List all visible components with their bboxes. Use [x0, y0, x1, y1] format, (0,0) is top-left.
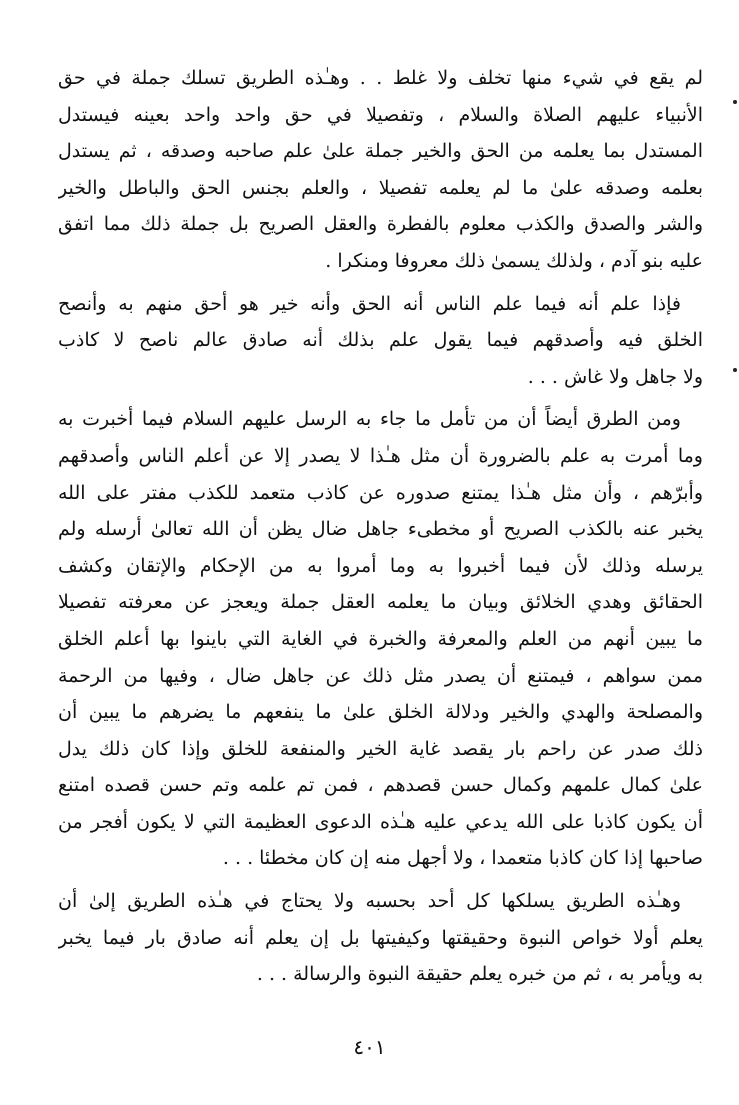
text-line: وما أمرت به علم بالضرورة أن مثل هـٰذا لا يصدر إلا عن أعلم الناس وأصدقهم: [58, 444, 703, 467]
text-line: الأنبياء عليهم الصلاة والسلام ، وتفصيلا في حق واحد واحد بعينه فيستدل: [58, 103, 703, 126]
text-line: ومن الطرق أيضاً أن من تأمل ما جاء به الرسل عليهم السلام فيما أخبرت به: [58, 408, 681, 431]
text-line: ممن سواهم ، فيمتنع أن يصدر مثل ذلك عن جاهل ضال ، وفيها من الرحمة: [58, 664, 703, 687]
text-line: وهـٰذه الطريق يسلكها كل أحد بحسبه ولا يحتاج في هـٰذه الطريق إلىٰ أن: [58, 890, 681, 913]
text-line: المستدل بما يعلمه من الحق والخير جملة علىٰ علم صاحبه وصدقه ، ثم يستدل: [58, 140, 703, 163]
text-line: يخبر عنه بالكذب الصريح أو مخطىء جاهل ضال يظن أن الله تعالىٰ أرسله ولم: [58, 518, 703, 541]
text-line: وأبرّهم ، وأن مثل هـٰذا يمتنع صدوره عن كاذب متعمد للكذب مفتر على الله: [58, 481, 703, 504]
text-line: والشر والصدق والكذب معلوم بالفطرة والعقل الصريح بل جملة ذلك مما اتفق: [58, 213, 703, 236]
text-line: صاحبها إذا كان كاذبا متعمدا ، ولا أجهل منه إن كان مخطئا . . .: [222, 847, 703, 870]
paragraph-2: [58, 286, 703, 396]
text-line: الحقائق وهدي الخلائق وبيان ما يعلمه العقل جملة ويعجز عن معرفته تفصيلا: [58, 591, 703, 614]
text-line: ولا جاهل ولا غاش . . .: [527, 365, 703, 388]
text-line: ما يبين أنهم من العلم والمعرفة والخبرة في الغاية التي باينوا بها أعلم الخلق: [58, 627, 703, 650]
text-line: به ويأمر به ، ثم من خبره يعلم حقيقة النبوة والرسالة . . .: [256, 963, 703, 986]
text-line: الخلق فيه وأصدقهم فيما يقول علم بذلك أنه صادق عالم ناصح لا كاذب: [58, 329, 703, 352]
paragraph-4: [58, 883, 703, 993]
margin-dot: [733, 368, 737, 372]
text-line: فإذا علم أنه فيما علم الناس أنه الحق وأنه خير هو أحق منهم به وأنصح: [58, 292, 681, 315]
text-line: يعلم أولا خواص النبوة وحقيقتها وكيفيتها بل إن يعلم أنه صادق بار فيما يخبر: [58, 926, 703, 949]
text-line: أن يكون كاذبا على الله يدعي عليه هـٰذه الدعوى العظيمة التي لا يكون أفجر من: [58, 810, 703, 833]
margin-dot: [733, 100, 737, 104]
text-line: يرسله وذلك لأن فيما أخبروا به وما أمروا به من الإحكام والإتقان وكشف: [58, 554, 703, 577]
text-line: ذلك صدر عن راحم بار يقصد غاية الخير والمنفعة للخلق وإذا كان ذلك يدل: [58, 737, 703, 760]
paragraph-3: [58, 401, 703, 877]
text-line: لم يقع في شيء منها تخلف ولا غلط . . وهـٰذه الطريق تسلك جملة في حق: [58, 67, 703, 89]
text-line: علىٰ كمال علمهم وكمال حسن قصدهم ، فمن تم علمه وتم حسن قصده امتنع: [58, 774, 703, 797]
page-number: ٤٠١: [353, 1035, 386, 1059]
document-page: [58, 60, 703, 1040]
text-line: عليه بنو آدم ، ولذلك يسمىٰ ذلك معروفا ومنكرا .: [325, 249, 703, 272]
paragraph-1: [58, 60, 703, 280]
text-line: بعلمه وصدقه علىٰ ما لم يعلمه تفصيلا ، والعلم بجنس الحق والباطل والخير: [58, 176, 703, 199]
text-line: والمصلحة والهدي والخير ودلالة الخلق علىٰ ما ينفعهم ما يضرهم ما يبين أن: [58, 701, 703, 724]
